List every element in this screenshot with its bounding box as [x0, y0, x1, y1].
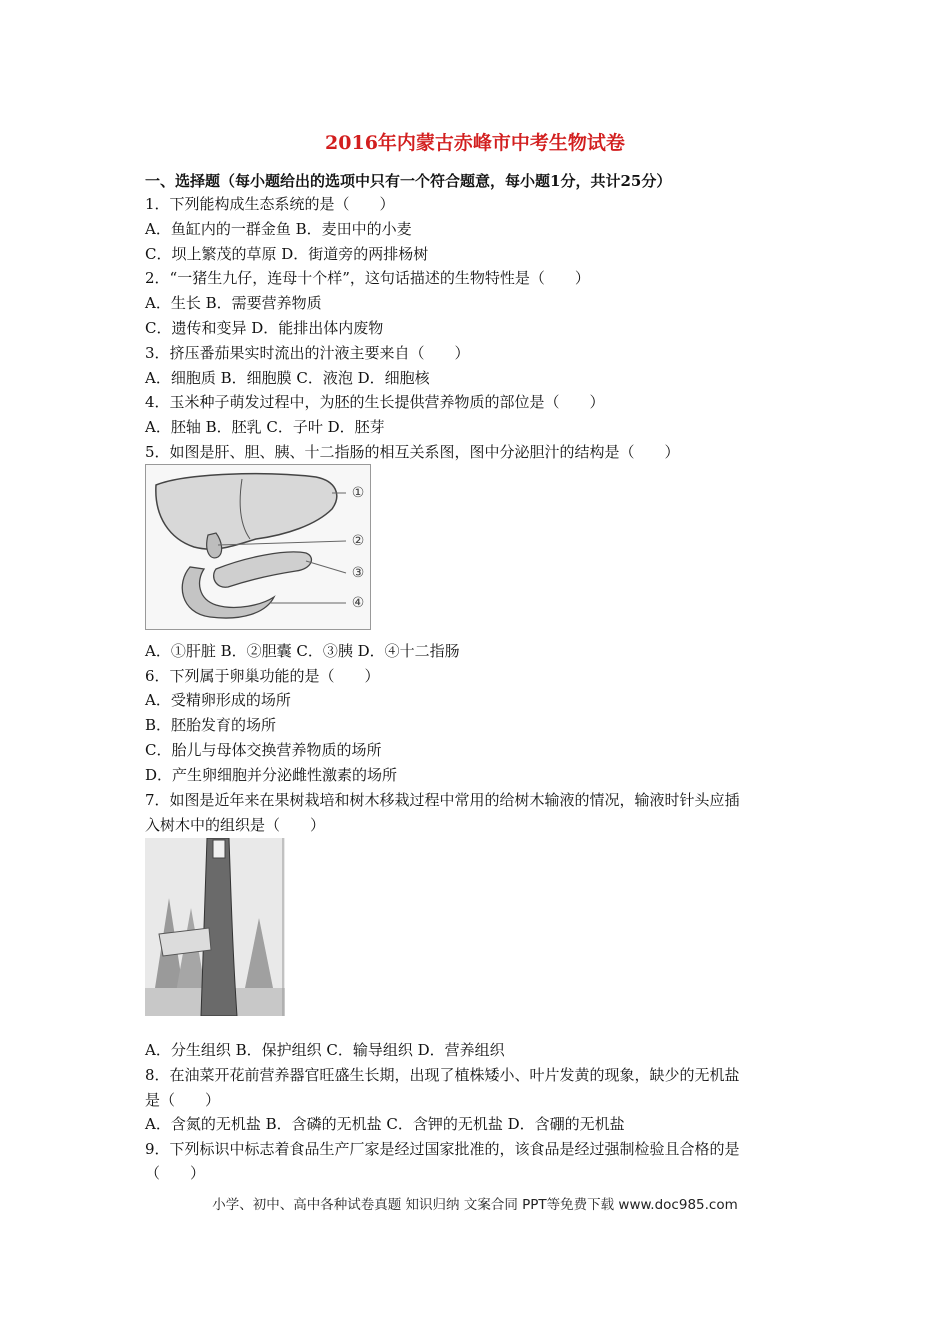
question-line: 4．玉米种子萌发过程中，为胚的生长提供营养物质的部位是（ ） [145, 393, 605, 411]
question-line: 2．“一猪生九仔，连母十个样”，这句话描述的生物特性是（ ） [145, 269, 590, 287]
question-line: 7．如图是近年来在果树栽培和树木移栽过程中常用的给树木输液的情况，输液时针头应插 [145, 791, 740, 809]
label-1: ① [351, 485, 365, 501]
option-line: B．胚胎发育的场所 [145, 716, 277, 734]
option-line: A．细胞质 B．细胞膜 C．液泡 D．细胞核 [145, 369, 430, 387]
question-line: 入树木中的组织是（ ） [145, 816, 326, 834]
question-line: 9．下列标识中标志着食品生产厂家是经过国家批准的，该食品是经过强制检验且合格的是 [145, 1140, 740, 1158]
tree-infusion-figure [145, 838, 285, 1016]
option-line: A．生长 B．需要营养物质 [145, 294, 322, 312]
page-footer: 小学、初中、高中各种试卷真题 知识归纳 文案合同 PPT等免费下载 www.doc985.com [212, 1197, 738, 1213]
option-line: A．受精卵形成的场所 [145, 691, 291, 709]
label-2: ② [351, 533, 365, 549]
question-line: （ ） [145, 1164, 206, 1182]
option-line: A．分生组织 B．保护组织 C．输导组织 D．营养组织 [145, 1041, 505, 1059]
question-line: 1．下列能构成生态系统的是（ ） [145, 195, 395, 213]
digestive-organs-figure [145, 464, 371, 630]
question-line: 是（ ） [145, 1091, 221, 1109]
question-line: 6．下列属于卵巢功能的是（ ） [145, 667, 380, 685]
option-line: A．含氮的无机盐 B．含磷的无机盐 C．含钾的无机盐 D．含硼的无机盐 [145, 1115, 625, 1133]
label-3: ③ [351, 565, 365, 581]
option-line: C．遗传和变异 D．能排出体内废物 [145, 319, 384, 337]
option-line: A．胚轴 B．胚乳 C．子叶 D．胚芽 [145, 418, 385, 436]
page-title: 2016年内蒙古赤峰市中考生物试卷 [325, 132, 625, 154]
option-line: A．①肝脏 B．②胆囊 C．③胰 D．④十二指肠 [145, 642, 460, 660]
option-line: C．胎儿与母体交换营养物质的场所 [145, 741, 382, 759]
option-line: C．坝上繁茂的草原 D．街道旁的两排杨树 [145, 245, 429, 263]
question-line: 5．如图是肝、胆、胰、十二指肠的相互关系图，图中分泌胆汁的结构是（ ） [145, 443, 680, 461]
question-line: 8．在油菜开花前营养器官旺盛生长期，出现了植株矮小、叶片发黄的现象，缺少的无机盐 [145, 1066, 740, 1084]
section-heading: 一、选择题（每小题给出的选项中只有一个符合题意，每小题1分，共计25分） [145, 172, 672, 190]
question-line: 3．挤压番茄果实时流出的汁液主要来自（ ） [145, 344, 470, 362]
option-line: D．产生卵细胞并分泌雌性激素的场所 [145, 766, 398, 784]
label-4: ④ [351, 595, 365, 611]
option-line: A．鱼缸内的一群金鱼 B．麦田中的小麦 [145, 220, 412, 238]
